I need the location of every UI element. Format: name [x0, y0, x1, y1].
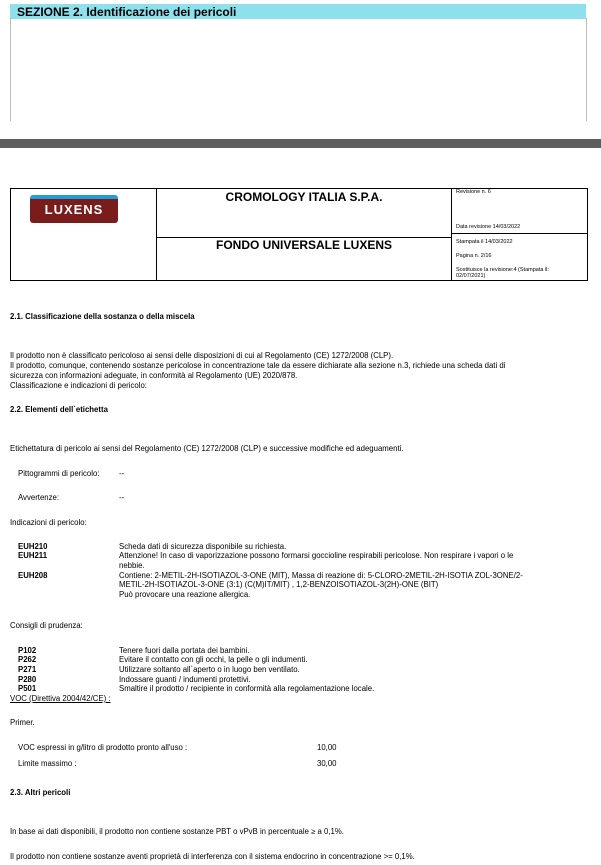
header-divider-4 [451, 233, 588, 234]
primer-label: Primer. [10, 718, 35, 727]
s21-line-1: Il prodotto non è classificato pericoloso ai sensi delle disposizioni di cui al Regolamento (CE) 1272/2008 (CLP). [10, 351, 394, 360]
hazard-code: EUH210 [18, 542, 48, 551]
revision-date: Data revisione 14/03/2022 [456, 224, 521, 230]
warnings-value: -- [119, 493, 125, 502]
pictograms-label: Pittogrammi di pericolo: [18, 469, 100, 478]
hazard-text-continued: Può provocare una reazione allergica. [119, 590, 251, 599]
labelling-intro: Etichettatura di pericolo ai sensi del Regolamento (CE) 1272/2008 (CLP) e successive modifiche ed adeguamenti. [10, 444, 404, 453]
replaces-revision: Sostituisce la revisione:4 (Stampata il: [456, 267, 549, 273]
s23-line-1: In base ai dati disponibili, il prodotto non contiene sostanze PBT o vPvB in percentuale ≥ a 0,1%. [10, 827, 344, 836]
hazard-text-continued: nebbie. [119, 561, 145, 570]
replaces-revision-date: 02/07/2021) [456, 273, 486, 279]
section-2-2-title: 2.2. Elementi dell`etichetta [10, 405, 108, 414]
revision-number: Revisione n. 6 [456, 189, 491, 195]
voc-label: VOC espressi in g/litro di prodotto pronto all'uso : [18, 743, 188, 752]
precaution-code: P271 [18, 665, 37, 674]
section-title: SEZIONE 2. Identificazione dei pericoli [17, 5, 237, 19]
hazard-code: EUH211 [18, 551, 48, 560]
section-2-3-title: 2.3. Altri pericoli [10, 788, 71, 797]
s23-line-2: Il prodotto non contiene sostanze aventi proprietà di interferenza con il sistema endocrino in concentrazione >= 0,1%. [10, 852, 415, 861]
hazard-text: Attenzione! In caso di vaporizzazione possono formarsi goccioline respirabili pericolose. Non respirare i vapori o le [119, 551, 514, 560]
hazard-statements-label: Indicazioni di pericolo: [10, 518, 87, 527]
s21-line-2: Il prodotto, comunque, contenendo sostanze pericolose in concentrazione tale da essere dichiarate alla sezione n.3, richiede una scheda dati di [10, 361, 506, 370]
precaution-code: P280 [18, 675, 37, 684]
voc-value: 10,00 [317, 743, 337, 752]
precaution-text: Smaltire il prodotto / recipiente in conformità alla regolamentazione locale. [119, 684, 375, 693]
hazard-text: Contiene: 2-METIL-2H-ISOTIAZOL-3-ONE (MIT), Massa di reazione di: 5-CLORO-2METIL-2H-ISOTIA ZOL-3ONE/2- [119, 571, 523, 580]
voc-title: VOC (Direttiva 2004/42/CE) : [10, 694, 111, 703]
precaution-code: P102 [18, 646, 37, 655]
precautionary-label: Consigli di prudenza: [10, 621, 83, 630]
print-date: Stampata il 14/03/2022 [456, 239, 513, 245]
precaution-code: P501 [18, 684, 37, 693]
page-number: Pagina n. 2/16 [456, 253, 492, 259]
warnings-label: Avvertenze: [18, 493, 60, 502]
s21-line-3: sicurezza con informazioni adeguate, in conformità al Regolamento (UE) 2020/878. [10, 371, 298, 380]
limit-label: Limite massimo : [18, 759, 77, 768]
page-border-left [10, 18, 11, 121]
precaution-code: P262 [18, 655, 37, 664]
logo-text: LUXENS [44, 202, 104, 217]
hazard-text-continued: METIL-2H-ISOTIAZOL-3-ONE (3:1) (C(M)IT/MIT) , 1,2-BENZOISOTIAZOL-3(2H)-ONE (BIT) [119, 580, 439, 589]
precaution-text: Tenere fuori dalla portata dei bambini. [119, 646, 250, 655]
pictograms-value: -- [119, 469, 125, 478]
section-2-1-title: 2.1. Classificazione della sostanza o della miscela [10, 312, 195, 321]
s21-line-4: Classificazione e indicazioni di pericolo: [10, 381, 147, 390]
header-divider-2 [451, 188, 452, 281]
precaution-text: Indossare guanti / indumenti protettivi. [119, 675, 251, 684]
product-name: FONDO UNIVERSALE LUXENS [215, 238, 392, 252]
precaution-text: Evitare il contatto con gli occhi, la pelle o gli indumenti. [119, 655, 308, 664]
page-border-right [586, 18, 587, 121]
hazard-text: Scheda dati di sicurezza disponibile su richiesta. [119, 542, 287, 551]
luxens-logo [30, 195, 118, 223]
hazard-code: EUH208 [18, 571, 48, 580]
section-header-bar [10, 4, 586, 19]
page-separator-left [0, 139, 10, 148]
precaution-text: Utilizzare soltanto all`aperto o in luogo ben ventilato. [119, 665, 300, 674]
limit-value: 30,00 [317, 759, 337, 768]
page-separator [10, 139, 601, 148]
company-name: CROMOLOGY ITALIA S.P.A. [225, 190, 383, 204]
